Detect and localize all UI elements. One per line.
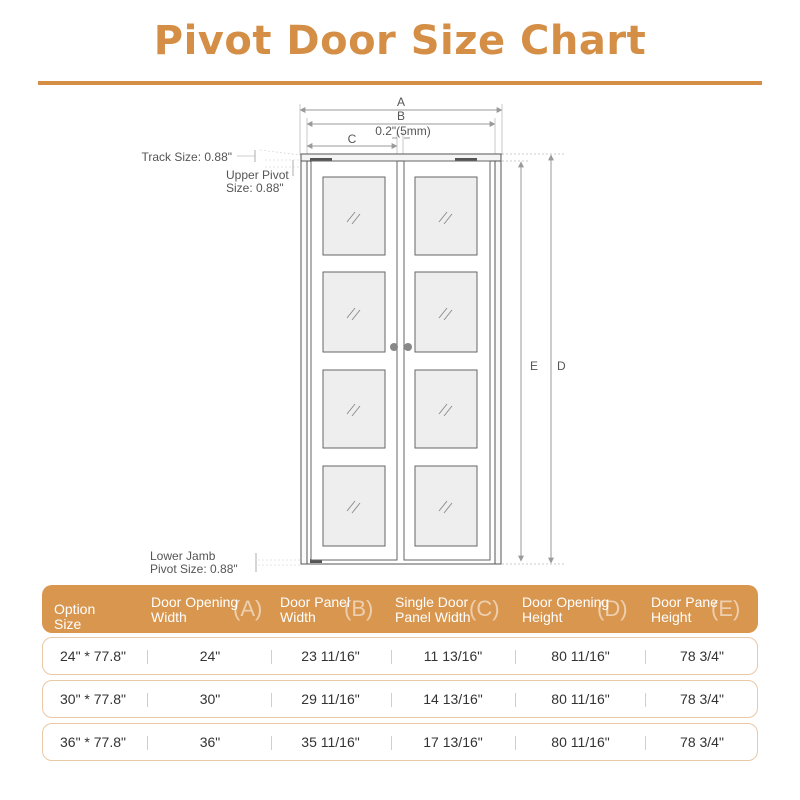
glass-pane <box>415 177 477 255</box>
cell-a: 24" <box>199 648 221 664</box>
cell-b: 35 11/16" <box>301 734 360 750</box>
header-door-pane-height: Door Pane Height (E) <box>651 594 741 625</box>
cell-c: 14 13/16" <box>423 691 483 707</box>
cell-d: 80 11/16" <box>551 734 610 750</box>
table-header: Option Size Door Opening Width (A) Door Panel Width (B) Single Door Panel Width (C) Door Opening Height (D) Door Pane Height (E) <box>42 585 758 633</box>
glass-pane <box>323 177 385 255</box>
cell-b: 23 11/16" <box>301 648 360 664</box>
cell-option: 36" * 77.8" <box>60 734 126 750</box>
glass-pane <box>323 272 385 352</box>
cell-b: 29 11/16" <box>301 691 360 707</box>
right-knob <box>404 343 412 351</box>
header-door-opening-height: Door Opening Height (D) <box>522 594 628 625</box>
dimension-e <box>502 161 538 561</box>
cell-option: 30" * 77.8" <box>60 691 126 707</box>
lower-jamb-callout <box>150 549 300 576</box>
cell-e: 78 3/4" <box>680 691 724 707</box>
left-door-panel <box>311 161 398 560</box>
label-e: E <box>530 359 539 373</box>
table-row <box>42 637 758 675</box>
label-a: A <box>396 95 406 109</box>
cell-d: 80 11/16" <box>551 648 610 664</box>
header-door-opening-width: Door Opening Width (A) <box>151 594 263 625</box>
table-row <box>42 723 758 761</box>
lower-jamb-line1: Lower Jamb <box>150 549 216 563</box>
dimension-gap <box>375 124 431 155</box>
size-table <box>42 585 758 750</box>
cell-c: 11 13/16" <box>423 648 483 664</box>
track-size-label: Track Size: 0.88" <box>141 150 232 164</box>
upper-pivot-line2: Size: 0.88" <box>226 181 284 195</box>
table-row <box>42 680 758 718</box>
track-size-callout <box>141 150 300 164</box>
cell-a: 30" <box>199 691 221 707</box>
cell-e: 78 3/4" <box>680 734 724 750</box>
cell-option: 24" * 77.8" <box>60 648 126 664</box>
cell-c: 17 13/16" <box>423 734 483 750</box>
label-d: D <box>557 359 566 373</box>
cell-e: 78 3/4" <box>680 648 724 664</box>
header-door-panel-width: Door Panel Width (B) <box>280 594 374 625</box>
label-b: B <box>396 109 406 123</box>
upper-pivot-callout <box>226 160 300 195</box>
glass-pane <box>415 272 477 352</box>
cell-d: 80 11/16" <box>551 691 610 707</box>
header-single-door-panel-width: Single Door Panel Width (C) <box>395 594 500 625</box>
left-knob <box>390 343 398 351</box>
glass-pane <box>323 466 385 546</box>
page-title: Pivot Door Size Chart <box>153 18 647 64</box>
cell-a: 36" <box>199 734 221 750</box>
glass-pane <box>415 466 477 546</box>
glass-pane <box>415 370 477 448</box>
label-c: C <box>347 132 357 146</box>
upper-pivot-line1: Upper Pivot <box>226 168 289 182</box>
right-door-panel <box>404 161 490 560</box>
gap-label: 0.2"(5mm) <box>375 124 431 138</box>
glass-pane <box>323 370 385 448</box>
lower-jamb-line2: Pivot Size: 0.88" <box>150 562 238 576</box>
